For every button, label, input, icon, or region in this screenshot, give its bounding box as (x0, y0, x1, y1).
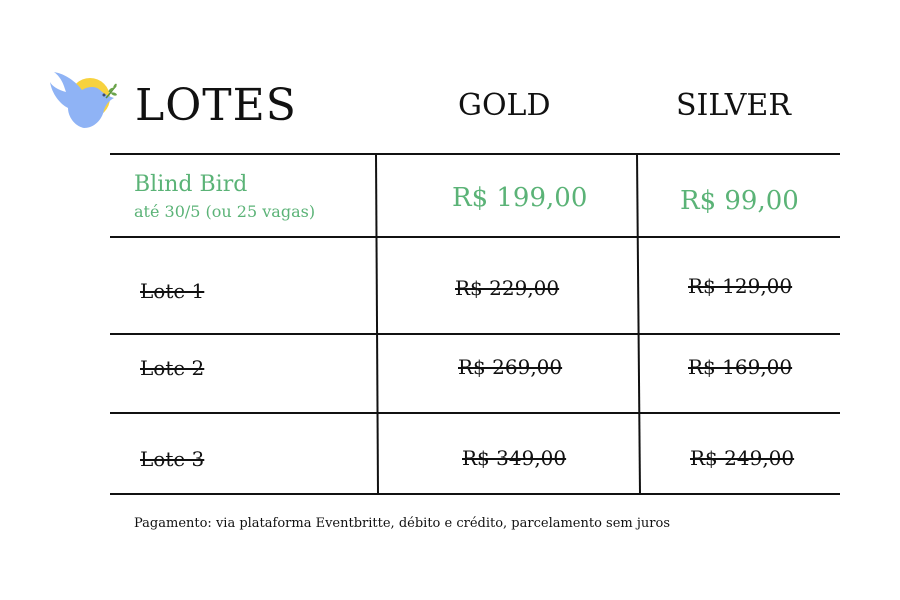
price-silver-lote-1: R$ 129,00 (688, 274, 793, 298)
column-header-gold: GOLD (458, 88, 551, 123)
column-header-silver: SILVER (676, 88, 791, 123)
price-silver-lote-3: R$ 249,00 (690, 446, 795, 470)
row-label-lote-2: Lote 2 (140, 356, 205, 380)
row-label-lote-1: Lote 1 (140, 279, 205, 303)
price-gold-lote-2: R$ 269,00 (458, 355, 563, 379)
payment-footer-note: Pagamento: via plataforma Eventbritte, débito e crédito, parcelamento sem juros (134, 516, 670, 531)
page-title: LOTES (135, 80, 297, 131)
price-gold-lote-1: R$ 229,00 (455, 276, 560, 300)
price-gold-lote-3: R$ 349,00 (462, 446, 567, 470)
price-silver-lote-2: R$ 169,00 (688, 355, 793, 379)
row-label-blind-bird: Blind Bird (134, 172, 248, 197)
price-gold-blind-bird: R$ 199,00 (452, 183, 588, 213)
row-label-lote-3: Lote 3 (140, 447, 205, 471)
price-silver-blind-bird: R$ 99,00 (680, 186, 799, 216)
row-sublabel-blind-bird: até 30/5 (ou 25 vagas) (134, 202, 316, 221)
